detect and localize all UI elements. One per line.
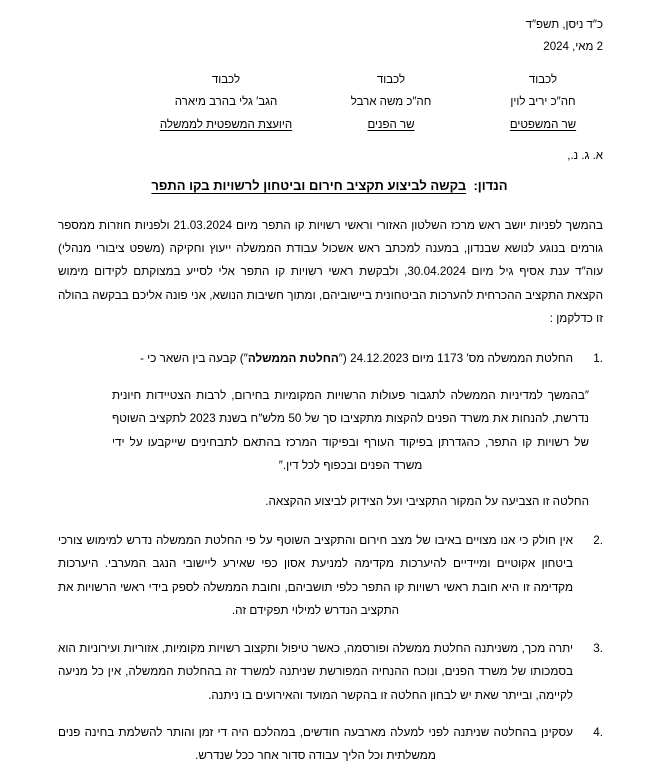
list-item xyxy=(58,637,603,707)
list-item-text: יתרה מכך, משניתנה החלטת ממשלה ופורסמה, כאשר טיפול ותקצוב רשויות מקומיות, אזוריות ועירוניות הוא בסמכותו של משרד הפנים, ונוכח ההנחיה המפורשת שניתנה למשרד זה בהחלטת הממשלה, אין כל מניעה לקיימה, ובייתר שאת יש לבחון החלטה זו בהקשר המועד והאירועים בו ניתנה. xyxy=(58,641,573,702)
list-item-text: עסקינן בהחלטה שניתנה לפני למעלה מארבעה חודשים, במהלכם היה די זמן והותר להשלמת בחינה פנים ממשלתית וכל הליך עבודה סדור אחר ככל שנדרש. xyxy=(58,725,573,763)
addressee-role: שר הפנים xyxy=(367,118,415,131)
addressee-role: שר המשפטים xyxy=(509,118,577,131)
addressee-interior-minister xyxy=(315,69,467,136)
date-block xyxy=(40,14,619,59)
subject-text: בקשה לביצוע תקציב חירום וביטחון לרשויות בקו התפר xyxy=(151,178,467,194)
list-item-number: 2. xyxy=(593,534,603,548)
addressee-attorney-general xyxy=(137,69,315,136)
hebrew-date: כ″ד ניסן, תשפ″ד xyxy=(525,19,603,31)
list-item xyxy=(58,529,603,623)
addressee-name: חה″כ יריב לוין xyxy=(510,96,576,109)
list-item-text: אין חולק כי אנו מצויים באיבו של מצב חירום והתקציב השוטף על פי החלטת הממשלה נדרש למימוש צורכי ביטחון אקוטיים ומיידיים להיערכות מקדימה למניעת אסון כפי שאירע ליישובי הנגב המערבי. היערכות מקדימה זו היא חובת ראשי רשויות קו התפר כלפי תושביהם, וחובת הממשלה לספק בידי ראשי הרשויות את התקציב הנדרש למילוי תפקידם זה. xyxy=(58,534,573,618)
salutation: א. ג. נ., xyxy=(567,150,603,163)
addressee-honorific: לכבוד xyxy=(211,73,241,86)
addressee-honorific: לכבוד xyxy=(528,73,558,86)
addressee-row xyxy=(40,69,619,136)
addressee-name: הגב′ גלי בהרב מיארה xyxy=(174,96,278,109)
subject-title xyxy=(40,176,619,196)
subject-label: הנדון: xyxy=(473,178,508,194)
list-item xyxy=(58,347,603,370)
list-item xyxy=(58,721,603,768)
item1-lead-after: ″) קבעה בין השאר כי - xyxy=(140,351,248,365)
addressee-role: היועצת המשפטית לממשלה xyxy=(159,118,293,131)
addressee-name: חה″כ משה ארבל xyxy=(350,96,432,109)
list-item-text xyxy=(58,347,573,370)
list-item-number: 3. xyxy=(593,641,603,655)
intro-paragraph: בהמשך לפניות יושב ראש מרכז השלטון האזורי וראשי רשויות קו התפר מיום 21.03.2024 ולפניות חוזרות ממספר גורמים בנוגע לנושא שבנדון, במענה למכתב ראש אשכול עבודת הממשלה ייעוץ וחקיקה (משפט ציבורי מנהלי) עוה″ד ענת אסיף גיל מיום 30.04.2024, ולבקשת ראשי רשויות קו התפר אלי לסייע במצוקתם לקידום מימוש הקצאת התקציב ההכרחית להערכות הביטחונית ביישוביהם, ומתוך חשיבות הנושא, אני פונה אליכם בבקשה בהולה זו כדלקמן : xyxy=(58,218,603,326)
list-item-number: 4. xyxy=(593,725,603,739)
list-item-number: 1. xyxy=(593,351,603,365)
item1-lead-before: החלטת הממשלה מס′ 1173 מיום 24.12.2023 (″ xyxy=(338,351,573,365)
quoted-decision-text: ″בהמשך למדיניות הממשלה לתגבור פעולות הרשויות המקומיות בחירום, לרבות הצטיידות חיונית נדרשת, להנחות את משרד הפנים להקצות מתקציבו סך של 50 מלש″ח בשנת 2023 לתקציב השוטף של רשויות קו התפר, כהגדרתן בפיקוד העורף ובפיקוד המרכז בהתאם לתבחינים שייקבעו על ידי משרד הפנים ובכפוף לכל דין.″ xyxy=(112,389,589,473)
item1-decision-term: החלטת הממשלה xyxy=(247,351,339,365)
gregorian-date: 2 מאי, 2024 xyxy=(543,41,603,54)
post-quote-remark: החלטה זו הצביעה על המקור התקציבי ועל הצידוק לביצוע ההקצאה. xyxy=(265,494,589,508)
addressee-honorific: לכבוד xyxy=(376,73,406,86)
addressee-justice-minister xyxy=(467,69,619,136)
